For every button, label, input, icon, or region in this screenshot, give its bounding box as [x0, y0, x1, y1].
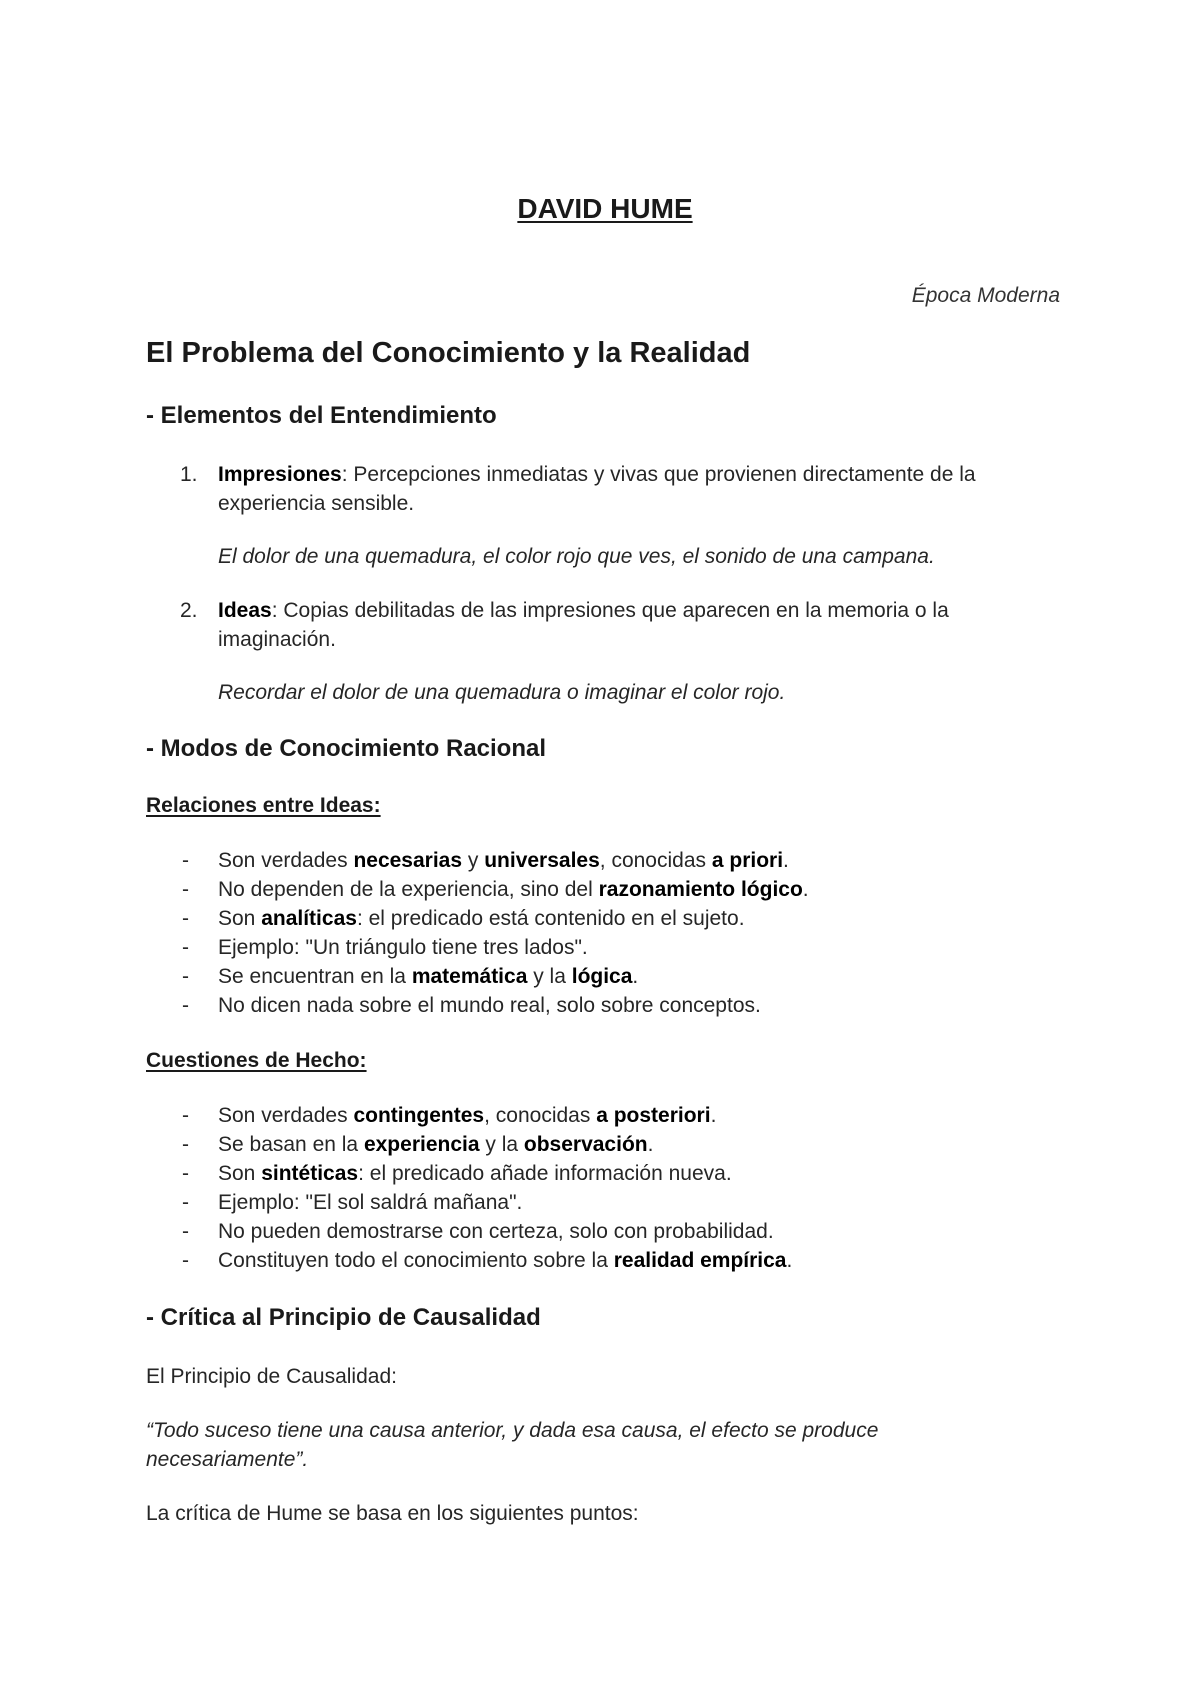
text-span: Ejemplo: "El sol saldrá mañana". — [218, 1191, 523, 1214]
list-item-impresiones — [218, 460, 976, 490]
definition-text: : Percepciones inmediatas y vivas que provienen directamente de la — [341, 463, 976, 486]
list-item — [218, 1130, 653, 1160]
bold-text: observación — [523, 1133, 648, 1156]
quote-line: necesariamente”. — [146, 1448, 309, 1471]
text-span: . — [710, 1104, 717, 1127]
bold-text: realidad empírica — [613, 1249, 787, 1272]
bullet-dash: - — [182, 878, 189, 901]
bold-text: razonamiento lógico — [598, 878, 803, 901]
text-span: No dicen nada sobre el mundo real, solo sobre conceptos. — [218, 994, 761, 1017]
definition-continuation: imaginación. — [218, 628, 336, 651]
bold-text: analíticas — [261, 907, 357, 930]
text-span: . — [632, 965, 639, 988]
bullet-dash: - — [182, 936, 189, 959]
bold-text: universales — [484, 849, 600, 872]
definition-continuation: experiencia sensible. — [218, 492, 415, 515]
bold-text: a priori — [711, 849, 784, 872]
subheading-cuestiones: Cuestiones de Hecho: — [146, 1049, 367, 1072]
bold-text: lógica — [571, 965, 633, 988]
text-span: y la — [479, 1133, 524, 1156]
text-span: : el predicado añade información nueva. — [358, 1162, 732, 1185]
bullet-dash: - — [182, 1104, 189, 1127]
text-span: Son — [218, 1162, 262, 1185]
text-span: Se encuentran en la — [218, 965, 412, 988]
text-span: No pueden demostrarse con certeza, solo con probabilidad. — [218, 1220, 774, 1243]
text-span: : el predicado está contenido en el sujeto. — [356, 907, 745, 930]
list-item — [218, 1159, 732, 1189]
list-item — [218, 875, 809, 905]
bullet-dash: - — [182, 1249, 189, 1272]
section-heading-modos: - Modos de Conocimiento Racional — [146, 735, 547, 762]
subheading-relaciones: Relaciones entre Ideas: — [146, 794, 381, 817]
paragraph: El Principio de Causalidad: — [146, 1365, 397, 1388]
text-span: , conocidas — [599, 849, 712, 872]
text-span: . — [647, 1133, 654, 1156]
bold-text: necesarias — [353, 849, 463, 872]
list-item — [218, 1101, 716, 1131]
text-span: No dependen de la experiencia, sino del — [218, 878, 599, 901]
list-item — [218, 991, 761, 1021]
text-span: Se basan en la — [218, 1133, 364, 1156]
text-span: , conocidas — [484, 1104, 597, 1127]
text-span: . — [783, 849, 789, 872]
list-number: 1. — [180, 463, 198, 486]
example-text: El dolor de una quemadura, el color rojo que ves, el sonido de una campana. — [218, 545, 935, 568]
list-item — [218, 1188, 522, 1218]
list-item — [218, 1217, 774, 1247]
bold-text: matemática — [411, 965, 528, 988]
text-span: y la — [527, 965, 572, 988]
bullet-dash: - — [182, 849, 189, 872]
term-impresiones: Impresiones — [218, 463, 342, 486]
list-item — [218, 1246, 792, 1276]
bullet-dash: - — [182, 1133, 189, 1156]
text-span: Constituyen todo el conocimiento sobre la — [218, 1249, 614, 1272]
text-span: Son verdades — [218, 849, 354, 872]
bullet-dash: - — [182, 1191, 189, 1214]
definition-text: : Copias debilitadas de las impresiones que aparecen en la memoria o la — [271, 599, 949, 622]
text-span: . — [786, 1249, 793, 1272]
bullet-dash: - — [182, 1220, 189, 1243]
text-span: Son — [218, 907, 262, 930]
document-title: DAVID HUME — [517, 193, 693, 224]
bullet-dash: - — [182, 1162, 189, 1185]
section-heading-elementos: - Elementos del Entendimiento — [146, 402, 497, 429]
epoch-label: Época Moderna — [911, 284, 1060, 307]
text-span: y — [462, 849, 485, 872]
text-span: . — [802, 878, 809, 901]
bold-text: sintéticas — [261, 1162, 359, 1185]
bold-text: contingentes — [353, 1104, 485, 1127]
list-item — [218, 962, 638, 992]
quote-line: “Todo suceso tiene una causa anterior, y dada esa causa, el efecto se produce — [146, 1419, 879, 1442]
example-text: Recordar el dolor de una quemadura o imaginar el color rojo. — [218, 681, 786, 704]
list-item-ideas — [218, 596, 949, 626]
section-heading-critica: - Crítica al Principio de Causalidad — [146, 1304, 541, 1331]
list-item — [218, 904, 745, 934]
bullet-dash: - — [182, 965, 189, 988]
bold-text: experiencia — [363, 1133, 480, 1156]
list-number: 2. — [180, 599, 198, 622]
bullet-dash: - — [182, 994, 189, 1017]
list-item — [218, 846, 789, 876]
list-item — [218, 933, 588, 963]
term-ideas: Ideas — [218, 599, 272, 622]
main-heading: El Problema del Conocimiento y la Realidad — [146, 337, 751, 369]
bullet-dash: - — [182, 907, 189, 930]
text-span: Son verdades — [218, 1104, 354, 1127]
text-span: Ejemplo: "Un triángulo tiene tres lados". — [218, 936, 588, 959]
bold-text: a posteriori — [596, 1104, 711, 1127]
paragraph: La crítica de Hume se basa en los siguientes puntos: — [146, 1502, 639, 1525]
